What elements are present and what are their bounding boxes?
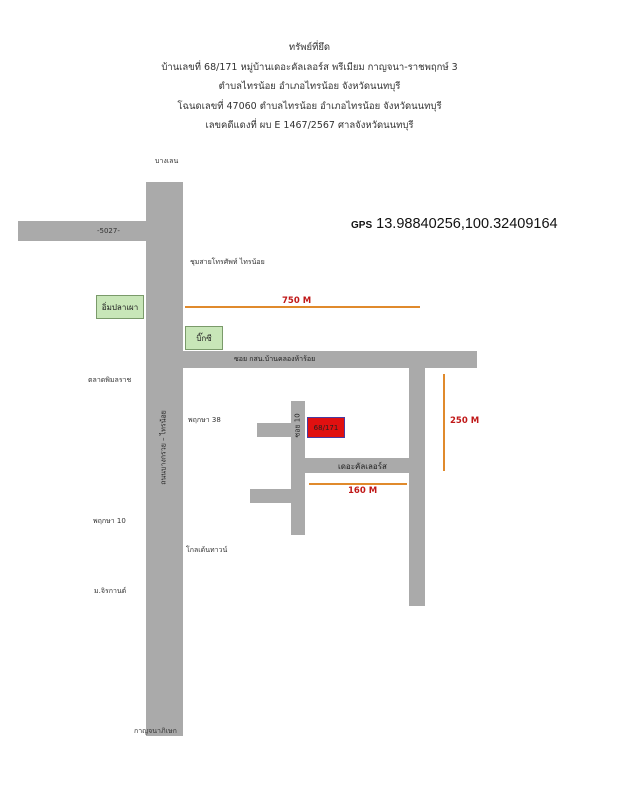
road-5027	[18, 221, 146, 241]
label-soi-38: พฤกษา 38	[188, 416, 221, 424]
distance-line-250	[443, 374, 445, 471]
header-deed: โฉนดเลขที่ 47060 ตำบลไทรน้อย อำเภอไทรน้อย จังหวัดนนทบุรี	[177, 100, 442, 112]
soi-kor-sor-nor-road	[183, 351, 477, 368]
label-south-kanchanaphisek: กาญจนาภิเษก	[134, 727, 177, 735]
landmark-big-c: บิ๊กซี	[185, 326, 223, 350]
village-right-road	[409, 368, 425, 606]
label-telephone-exchange: ชุมสายโทรศัพท์ ไทรน้อย	[190, 258, 265, 266]
gps-value: 13.98840256,100.32409164	[376, 216, 558, 232]
gps-prefix: GPS	[351, 220, 373, 231]
house-marker	[307, 417, 345, 438]
label-soi-kor-sor-nor: ซอย กสน.บ้านคลองห้าร้อย	[234, 355, 316, 363]
landmark-imm-pla-mao: อิ่มปลาเผา	[96, 295, 144, 319]
distance-line-750	[185, 306, 420, 308]
distance-label-250: 250 M	[450, 416, 480, 426]
distance-line-160	[309, 483, 407, 485]
header-case: เลขคดีแดงที่ ผบ E 1467/2567 ศาลจังหวัดนนทบุรี	[205, 120, 414, 131]
label-university: ม.จิรกานต์	[94, 587, 127, 595]
distance-label-750: 750 M	[282, 296, 312, 306]
map-header	[0, 38, 619, 136]
gps-coordinates	[351, 216, 558, 232]
soi-10-left-branch-lower	[250, 489, 291, 503]
distance-label-160: 160 M	[348, 486, 378, 496]
header-address: บ้านเลขที่ 68/171 หมู่บ้านเดอะคัลเลอร์ส พรีเมียม กาญจนา-ราชพฤกษ์ 3	[161, 61, 458, 73]
label-golden-town: โกลเด้นทาวน์	[186, 546, 228, 554]
label-road-5027: -5027-	[97, 227, 120, 235]
header-subdistrict: ตำบลไทรน้อย อำเภอไทรน้อย จังหวัดนนทบุรี	[218, 81, 401, 92]
label-soi-10-small: ซอย 10	[293, 413, 302, 438]
label-north-banglen: บางเลน	[155, 157, 179, 165]
label-main-road: ถนนบางกรวย – ไทรน้อย	[159, 410, 168, 485]
label-market: ตลาดพิมลราช	[88, 376, 132, 384]
header-title: ทรัพย์ที่ยึด	[288, 42, 331, 53]
label-village: เดอะคัลเลอร์ส	[338, 462, 387, 471]
label-soi-10: พฤกษา 10	[93, 517, 126, 525]
house-number: 68/171	[313, 423, 339, 432]
soi-10-left-branch-upper	[257, 423, 291, 437]
